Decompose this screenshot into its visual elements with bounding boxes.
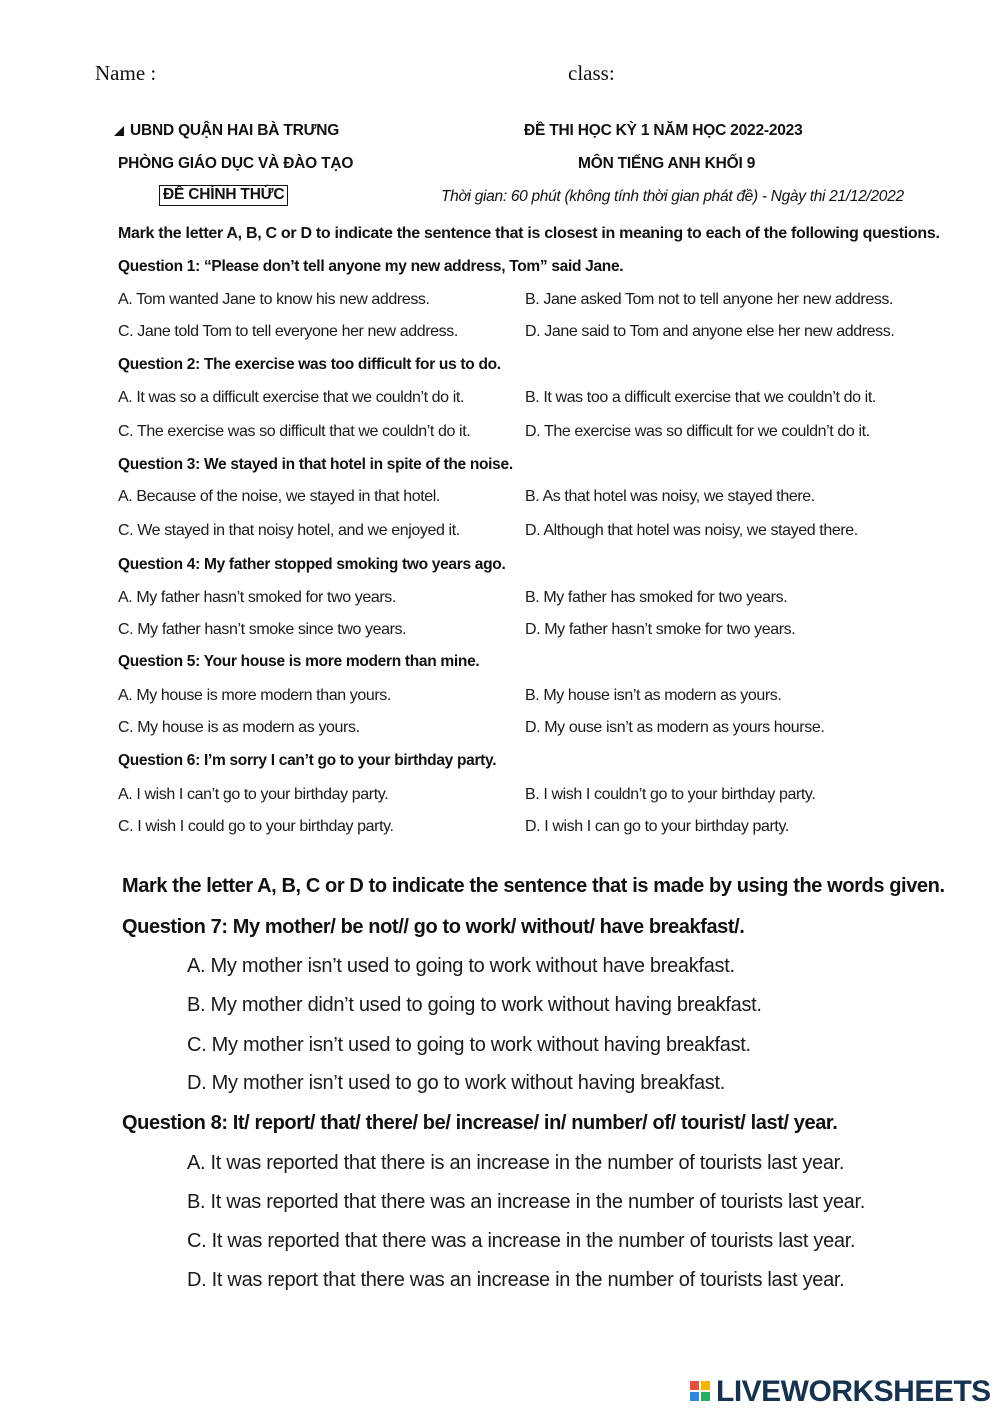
question-5-option-b[interactable]: B. My house isn’t as modern as yours. <box>525 687 782 704</box>
question-1-option-b[interactable]: B. Jane asked Tom not to tell anyone her new address. <box>525 291 894 308</box>
question-1-option-d[interactable]: D. Jane said to Tom and anyone else her new address. <box>525 323 895 340</box>
question-8-option-b[interactable]: B. It was reported that there was an increase in the number of tourists last year. <box>187 1191 865 1213</box>
question-1-option-a[interactable]: A. Tom wanted Jane to know his new address. <box>118 291 430 308</box>
question-2-option-d[interactable]: D. The exercise was so difficult for we couldn’t do it. <box>525 423 870 440</box>
question-5-option-d[interactable]: D. My ouse isn’t as modern as yours hourse. <box>525 719 825 736</box>
class-label: class: <box>568 61 615 85</box>
question-6-option-b[interactable]: B. I wish I couldn’t go to your birthday party. <box>525 786 816 803</box>
question-6-title: Question 6: I’m sorry I can’t go to your birthday party. <box>118 752 497 769</box>
question-4-title: Question 4: My father stopped smoking two years ago. <box>118 556 506 573</box>
section1-instruction: Mark the letter A, B, C or D to indicate the sentence that is closest in meaning to each of the following questions. <box>118 225 940 242</box>
exam-subject: MÔN TIẾNG ANH KHỐI 9 <box>578 155 756 172</box>
section2-instruction: Mark the letter A, B, C or D to indicate the sentence that is made by using the words given. <box>122 875 945 897</box>
question-8-option-c[interactable]: C. It was reported that there was a increase in the number of tourists last year. <box>187 1230 856 1252</box>
question-7-option-c[interactable]: C. My mother isn’t used to going to work without having breakfast. <box>187 1034 751 1056</box>
corner-triangle-icon <box>113 124 125 136</box>
question-3-option-d[interactable]: D. Although that hotel was noisy, we stayed there. <box>525 522 858 539</box>
exam-time-info: Thời gian: 60 phút (không tính thời gian phát đề) - Ngày thi 21/12/2022 <box>441 188 904 205</box>
question-4-option-c[interactable]: C. My father hasn’t smoke since two years. <box>118 621 407 638</box>
question-3-title: Question 3: We stayed in that hotel in spite of the noise. <box>118 456 513 473</box>
question-7-option-d[interactable]: D. My mother isn’t used to go to work without having breakfast. <box>187 1072 726 1094</box>
name-label: Name : <box>95 61 157 85</box>
header-left-line2: PHÒNG GIÁO DỤC VÀ ĐÀO TẠO <box>118 155 354 172</box>
question-2-option-a[interactable]: A. It was so a difficult exercise that we couldn’t do it. <box>118 389 464 406</box>
header-left-line1: UBND QUẬN HAI BÀ TRƯNG <box>130 122 340 139</box>
question-8-option-d[interactable]: D. It was report that there was an increase in the number of tourists last year. <box>187 1269 845 1291</box>
question-7-option-b[interactable]: B. My mother didn’t used to going to work without having breakfast. <box>187 994 762 1016</box>
question-5-option-a[interactable]: A. My house is more modern than yours. <box>118 687 391 704</box>
question-3-option-c[interactable]: C. We stayed in that noisy hotel, and we enjoyed it. <box>118 522 460 539</box>
question-4-option-a[interactable]: A. My father hasn’t smoked for two years. <box>118 589 396 606</box>
question-8-option-a[interactable]: A. It was reported that there is an increase in the number of tourists last year. <box>187 1152 845 1174</box>
liveworksheets-logo-icon <box>690 1381 712 1403</box>
liveworksheets-logo <box>690 1375 991 1409</box>
question-6-option-a[interactable]: A. I wish I can’t go to your birthday party. <box>118 786 389 803</box>
exam-title: ĐỀ THI HỌC KỲ 1 NĂM HỌC 2022-2023 <box>524 122 803 139</box>
question-6-option-c[interactable]: C. I wish I could go to your birthday party. <box>118 818 394 835</box>
question-2-title: Question 2: The exercise was too difficult for us to do. <box>118 356 501 373</box>
question-3-option-b[interactable]: B. As that hotel was noisy, we stayed there. <box>525 488 815 505</box>
question-7-option-a[interactable]: A. My mother isn’t used to going to work without have breakfast. <box>187 955 735 977</box>
liveworksheets-logo-text: LIVEWORKSHEETS <box>716 1375 991 1408</box>
question-8-title: Question 8: It/ report/ that/ there/ be/ increase/ in/ number/ of/ tourist/ last/ year. <box>122 1112 838 1134</box>
question-7-title: Question 7: My mother/ be not// go to work/ without/ have breakfast/. <box>122 916 745 938</box>
question-3-option-a[interactable]: A. Because of the noise, we stayed in that hotel. <box>118 488 440 505</box>
question-1-title: Question 1: “Please don’t tell anyone my new address, Tom” said Jane. <box>118 258 624 275</box>
question-4-option-b[interactable]: B. My father has smoked for two years. <box>525 589 788 606</box>
question-5-title: Question 5: Your house is more modern than mine. <box>118 653 480 670</box>
question-2-option-c[interactable]: C. The exercise was so difficult that we couldn’t do it. <box>118 423 471 440</box>
question-6-option-d[interactable]: D. I wish I can go to your birthday party. <box>525 818 789 835</box>
question-2-option-b[interactable]: B. It was too a difficult exercise that we couldn’t do it. <box>525 389 876 406</box>
question-4-option-d[interactable]: D. My father hasn’t smoke for two years. <box>525 621 796 638</box>
official-exam-label: ĐỀ CHÍNH THỨC <box>159 185 288 206</box>
question-1-option-c[interactable]: C. Jane told Tom to tell everyone her new address. <box>118 323 458 340</box>
question-5-option-c[interactable]: C. My house is as modern as yours. <box>118 719 360 736</box>
